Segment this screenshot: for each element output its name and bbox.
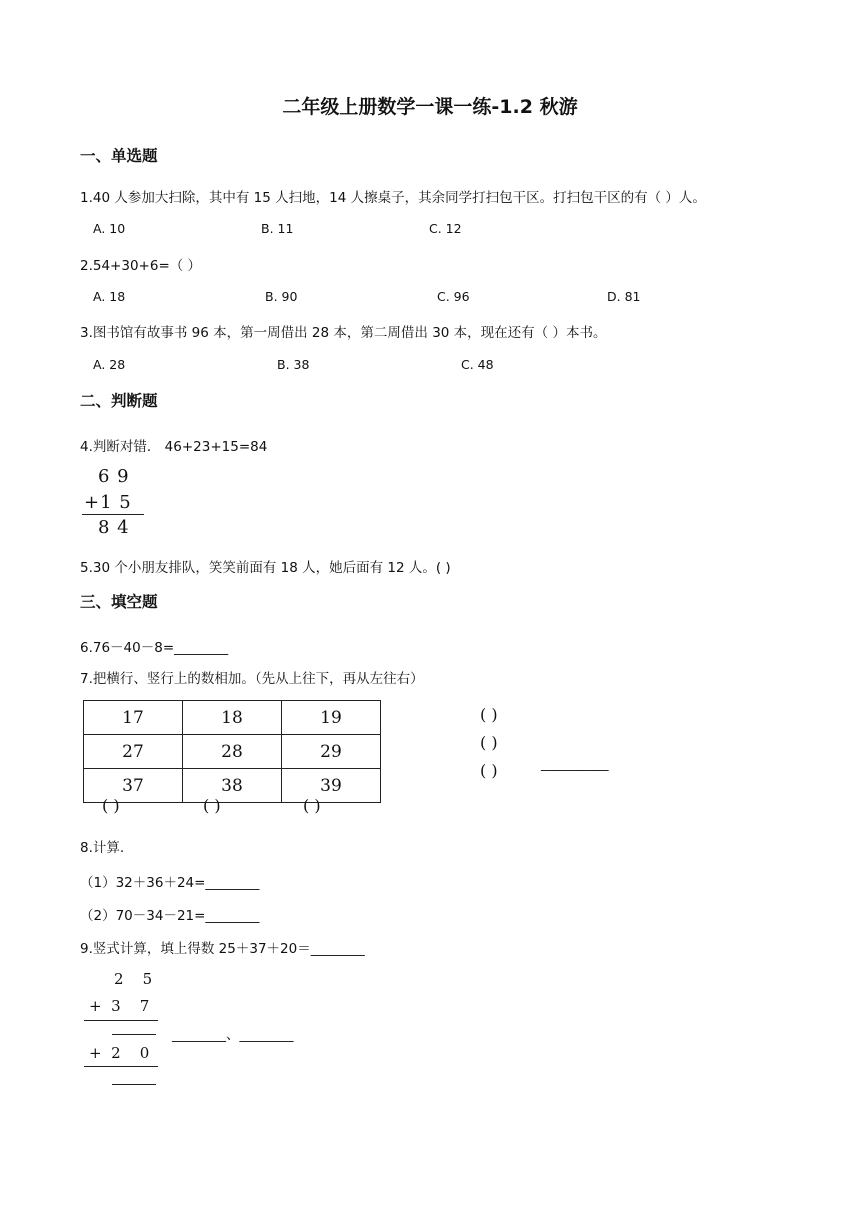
q9-vertical-row-1: 2 5 [114,970,153,988]
q4-vertical-line [82,514,144,515]
q9-vertical-row-2: + 3 7 [89,997,150,1015]
q7-row-sum-blank-1[interactable]: ( ) [480,705,498,724]
question-1-text: 1.40 人参加大扫除，其中有 15 人扫地，14 人擦桌子，其余同学打扫包干区。打扫包干区的有（ ）人。 [80,190,706,206]
grid-row [84,701,381,735]
q7-row-sum-blank-2[interactable]: ( ) [480,733,498,752]
question-3-option-b[interactable]: B. 38 [277,357,310,372]
question-2-option-b[interactable]: B. 90 [265,289,298,304]
grid-cell: 28 [183,735,282,769]
q7-total-blank[interactable]: __________ [541,756,609,772]
page-title: 二年级上册数学一课一练-1.2 秋游 [282,96,578,118]
grid-row [84,735,381,769]
grid-cell: 17 [84,701,183,735]
question-7-text: 7.把横行、竖行上的数相加。（先从上往下，再从左往右） [80,671,424,687]
q7-column-sum-blank-2[interactable]: ( ) [203,796,221,815]
grid-cell: 39 [282,769,381,803]
grid-cell: 18 [183,701,282,735]
question-1-option-a[interactable]: A. 10 [93,221,126,236]
q7-column-sum-blank-3[interactable]: ( ) [303,796,321,815]
question-3-option-a[interactable]: A. 28 [93,357,126,372]
question-2-option-d[interactable]: D. 81 [607,289,641,304]
q9-vertical-row-3: + 2 0 [89,1044,150,1062]
question-5-text: 5.30 个小朋友排队，笑笑前面有 18 人，她后面有 12 人。( ) [80,560,451,576]
question-3-text: 3.图书馆有故事书 96 本，第一周借出 28 本，第二周借出 30 本，现在还有（ ）本书。 [80,325,607,341]
grid-cell: 37 [84,769,183,803]
question-2-option-c[interactable]: C. 96 [437,289,470,304]
section-heading-single-choice: 一、单选题 [80,147,158,165]
question-2-text: 2.54+30+6=（ ） [80,258,202,274]
q7-row-sum-blank-3[interactable]: ( ) [480,761,498,780]
section-heading-true-false: 二、判断题 [80,392,158,410]
question-8-item-2: （2）70－34－21=________ [80,908,260,924]
q4-vertical-row-2: +1 5 [84,492,132,513]
grid-cell: 38 [183,769,282,803]
question-8-item-1: （1）32＋36＋24=________ [80,875,260,891]
question-4-text: 4.判断对错． 46+23+15=84 [80,439,268,455]
question-1-option-c[interactable]: C. 12 [429,221,462,236]
question-8-text: 8.计算. [80,840,125,856]
section-heading-fill-blank: 三、填空题 [80,593,158,611]
q4-vertical-row-1: 6 9 [98,466,130,487]
grid-cell: 27 [84,735,183,769]
q9-vertical-blank-line-2 [112,1084,156,1085]
question-9-text: 9.竖式计算，填上得数 25＋37＋20＝________ [80,941,365,957]
grid-row [84,769,381,803]
q9-vertical-line-1 [84,1020,158,1021]
question-1-option-b[interactable]: B. 11 [261,221,294,236]
q9-intermediate-blanks[interactable]: ________、________ [172,1027,294,1043]
question-2-option-a[interactable]: A. 18 [93,289,126,304]
q4-vertical-row-3: 8 4 [98,517,130,538]
q9-vertical-line-2 [84,1066,158,1067]
grid-cell: 29 [282,735,381,769]
q7-column-sum-blank-1[interactable]: ( ) [102,796,120,815]
question-3-option-c[interactable]: C. 48 [461,357,494,372]
q7-number-grid [83,700,381,803]
q9-vertical-blank-line-1 [112,1034,156,1035]
question-6-text: 6.76－40－8=________ [80,640,229,656]
grid-cell: 19 [282,701,381,735]
